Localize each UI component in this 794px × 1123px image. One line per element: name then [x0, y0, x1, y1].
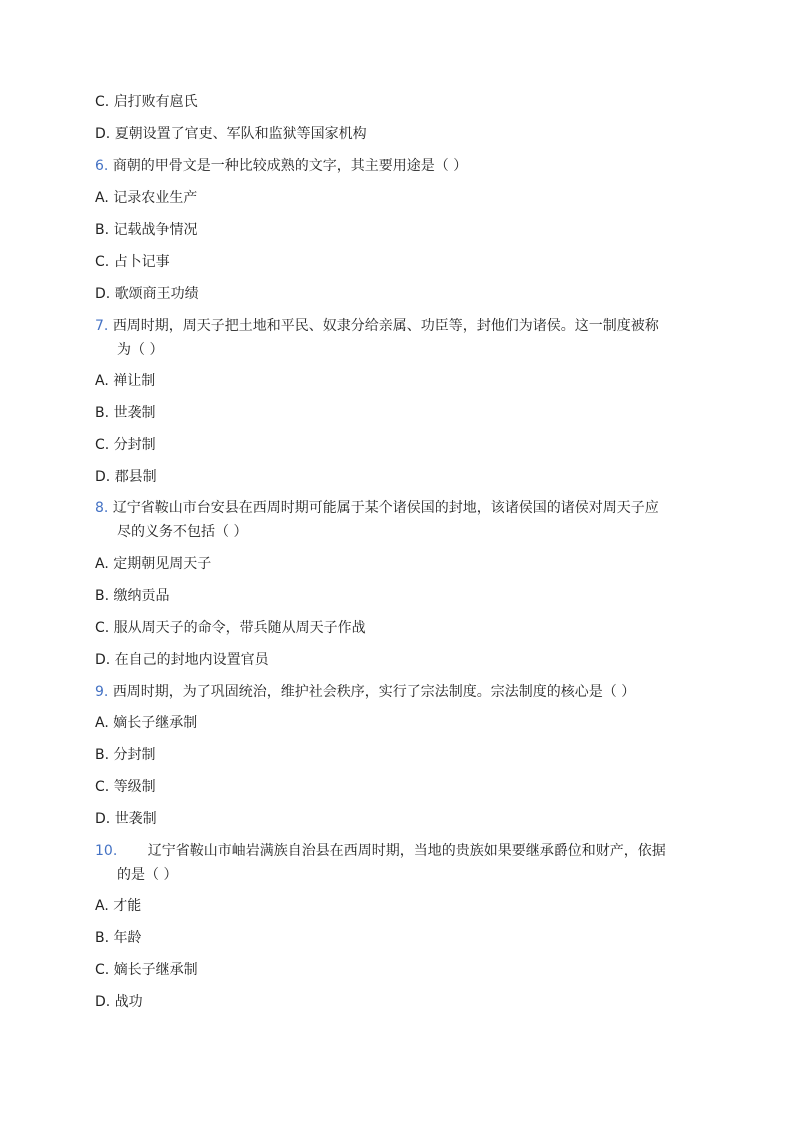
option-text: 年龄 — [113, 930, 142, 946]
question-6 — [95, 156, 467, 176]
option-c — [95, 252, 170, 272]
option-b — [95, 928, 142, 948]
option-text: 启打败有扈氏 — [113, 94, 198, 110]
option-letter: C. — [95, 94, 110, 110]
option-c — [95, 92, 198, 112]
question-number: 10. — [95, 843, 118, 859]
option-text: 战功 — [114, 994, 143, 1010]
option-letter: B. — [95, 930, 110, 946]
option-d — [95, 809, 157, 829]
option-letter: B. — [95, 747, 110, 763]
option-a — [95, 371, 155, 391]
option-c — [95, 435, 156, 455]
option-letter: D. — [95, 469, 111, 485]
question-text: 尽的义务不包括（ ） — [117, 524, 248, 540]
option-letter: B. — [95, 222, 110, 238]
option-text: 分封制 — [113, 437, 156, 453]
option-letter: C. — [95, 437, 110, 453]
option-d — [95, 284, 199, 304]
option-a — [95, 188, 197, 208]
option-text: 服从周天子的命令，带兵随从周天子作战 — [113, 620, 366, 636]
question-text: 为（ ） — [117, 342, 164, 358]
option-text: 等级制 — [113, 779, 156, 795]
option-letter: C. — [95, 620, 110, 636]
option-text: 夏朝设置了官吏、军队和监狱等国家机构 — [114, 126, 367, 142]
question-text: 西周时期，为了巩固统治，维护社会秩序，实行了宗法制度。宗法制度的核心是（ ） — [112, 684, 636, 700]
option-letter: A. — [95, 190, 109, 206]
option-letter: A. — [95, 373, 109, 389]
option-letter: D. — [95, 811, 111, 827]
question-number: 7. — [95, 318, 109, 334]
question-text: 辽宁省鞍山市岫岩满族自治县在西周时期，当地的贵族如果要继承爵位和财产，依据 — [147, 843, 666, 859]
option-letter: D. — [95, 652, 111, 668]
option-text: 嫡长子继承制 — [113, 962, 198, 978]
option-b — [95, 586, 170, 606]
option-text: 世袭制 — [114, 811, 157, 827]
question-7-continuation — [117, 340, 163, 360]
option-d — [95, 650, 269, 670]
option-a — [95, 713, 197, 733]
question-text: 商朝的甲骨文是一种比较成熟的文字，其主要用途是（ ） — [112, 158, 468, 174]
option-letter: A. — [95, 898, 109, 914]
question-number: 9. — [95, 684, 109, 700]
question-7 — [95, 316, 659, 336]
option-d — [95, 992, 143, 1012]
option-text: 歌颂商王功绩 — [114, 286, 199, 302]
question-number: 8. — [95, 500, 109, 516]
option-letter: B. — [95, 588, 110, 604]
option-letter: D. — [95, 286, 111, 302]
option-d — [95, 467, 157, 487]
option-b — [95, 745, 156, 765]
option-text: 占卜记事 — [113, 254, 170, 270]
option-letter: C. — [95, 779, 110, 795]
option-c — [95, 777, 156, 797]
option-letter: C. — [95, 962, 110, 978]
option-letter: A. — [95, 715, 109, 731]
option-letter: B. — [95, 405, 110, 421]
option-text: 郡县制 — [114, 469, 157, 485]
option-a — [95, 896, 141, 916]
option-text: 在自己的封地内设置官员 — [114, 652, 269, 668]
question-text: 西周时期，周天子把土地和平民、奴隶分给亲属、功臣等，封他们为诸侯。这一制度被称 — [112, 318, 659, 334]
option-text: 世袭制 — [113, 405, 156, 421]
option-text: 禅让制 — [113, 373, 156, 389]
option-c — [95, 960, 198, 980]
question-9 — [95, 682, 635, 702]
option-letter: D. — [95, 994, 111, 1010]
option-b — [95, 220, 198, 240]
option-text: 分封制 — [113, 747, 156, 763]
question-8 — [95, 498, 659, 518]
question-10 — [95, 841, 666, 861]
option-text: 才能 — [113, 898, 142, 914]
question-8-continuation — [117, 522, 247, 542]
option-a — [95, 554, 211, 574]
option-letter: C. — [95, 254, 110, 270]
option-text: 缴纳贡品 — [113, 588, 170, 604]
option-c — [95, 618, 366, 638]
option-d — [95, 124, 367, 144]
question-text: 的是（ ） — [117, 867, 178, 883]
question-text: 辽宁省鞍山市台安县在西周时期可能属于某个诸侯国的封地，该诸侯国的诸侯对周天子应 — [112, 500, 659, 516]
option-b — [95, 403, 156, 423]
option-letter: A. — [95, 556, 109, 572]
option-text: 记载战争情况 — [113, 222, 198, 238]
option-letter: D. — [95, 126, 111, 142]
option-text: 定期朝见周天子 — [113, 556, 212, 572]
option-text: 嫡长子继承制 — [113, 715, 198, 731]
question-number: 6. — [95, 158, 109, 174]
option-text: 记录农业生产 — [113, 190, 198, 206]
question-10-continuation — [117, 865, 177, 885]
